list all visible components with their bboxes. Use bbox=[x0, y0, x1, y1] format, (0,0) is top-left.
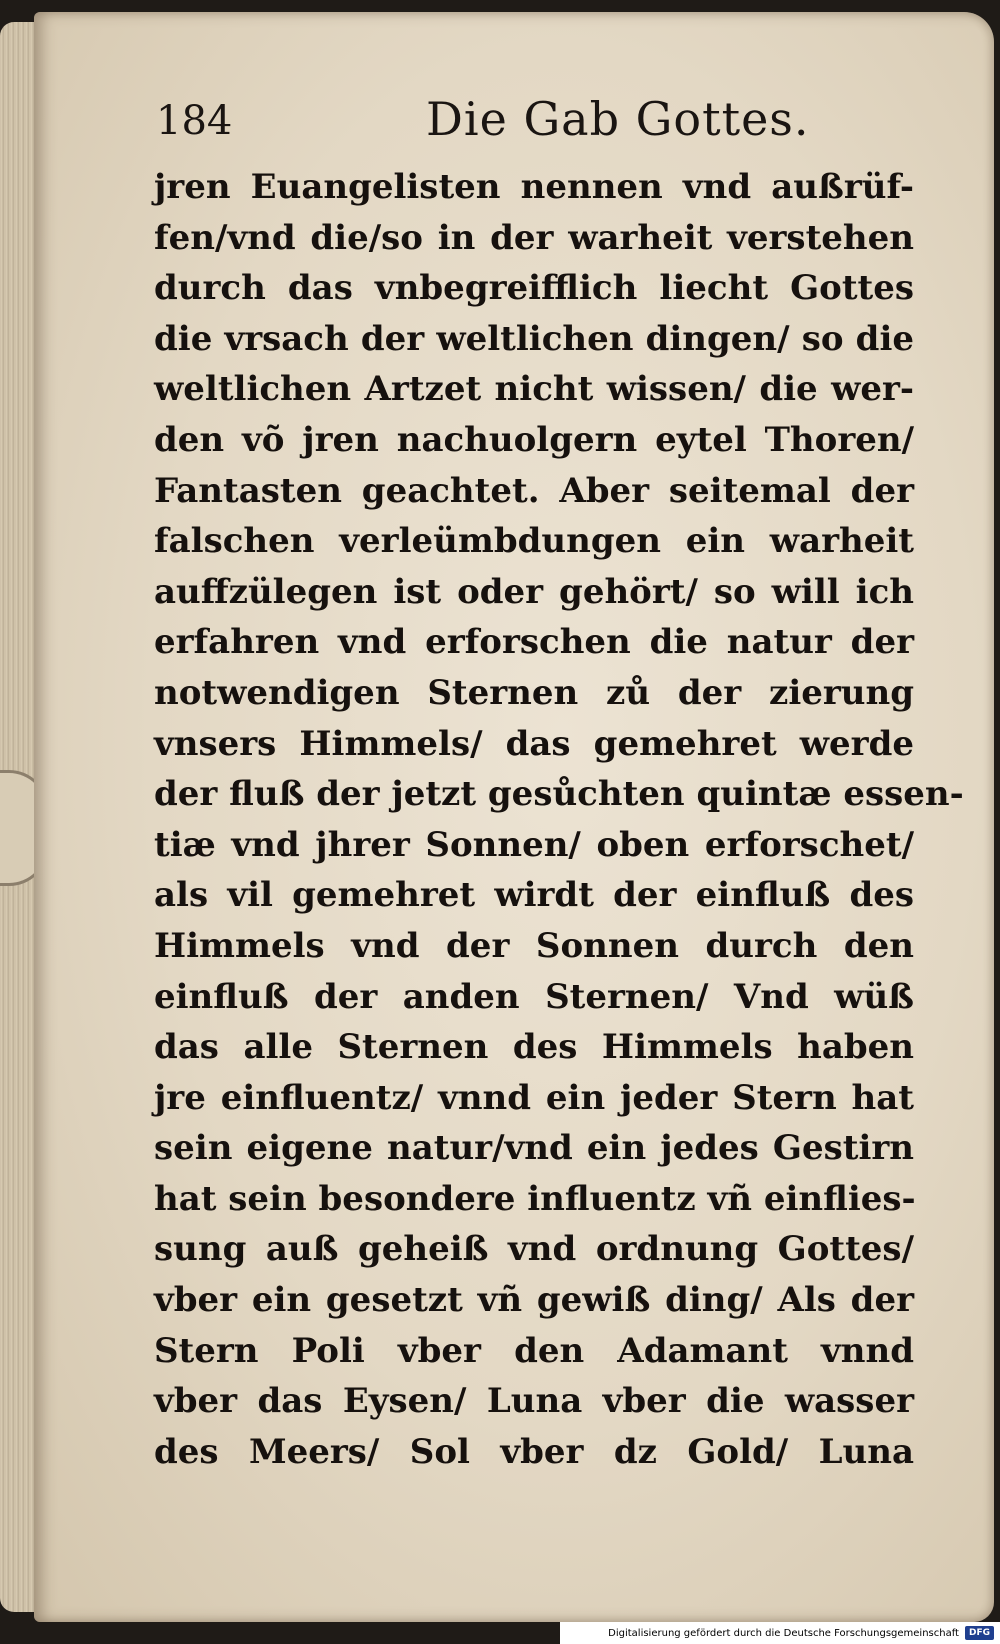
text-line: sein eigene natur/vnd ein jedes Gestirn bbox=[154, 1128, 914, 1169]
text-line: auffzülegen ist oder gehört/ so will ich bbox=[154, 571, 914, 612]
running-head bbox=[156, 92, 916, 152]
text-line: vnsers Himmels/ das gemehret werde bbox=[154, 723, 914, 764]
text-line: weltlichen Artzet nicht wissen/ die wer- bbox=[154, 369, 914, 410]
text-line: als vil gemehret wirdt der einfluß des bbox=[154, 875, 914, 916]
text-line: der fluß der jetzt gesůchten quintæ essen- bbox=[154, 774, 964, 815]
text-line: fen/vnd die/so in der warheit verstehen bbox=[154, 217, 914, 258]
text-line: erfahren vnd erforschen die natur der bbox=[154, 622, 914, 663]
digitization-credit bbox=[560, 1622, 1000, 1644]
text-line: durch das vnbegreifflich liecht Gottes bbox=[154, 268, 914, 309]
book-page bbox=[34, 12, 994, 1622]
body-text bbox=[154, 162, 964, 1477]
text-line: Fantasten geachtet. Aber seitemal der bbox=[154, 470, 914, 511]
text-line: die vrsach der weltlichen dingen/ so die bbox=[154, 318, 914, 359]
text-line: falschen verleümbdungen ein warheit bbox=[154, 521, 914, 562]
text-line: hat sein besondere influentz vñ einflies- bbox=[154, 1178, 916, 1219]
running-title: Die Gab Gottes. bbox=[426, 92, 810, 146]
text-line: notwendigen Sternen zů der zierung bbox=[154, 672, 914, 713]
text-line: Stern Poli vber den Adamant vnnd bbox=[154, 1330, 914, 1371]
text-line: den võ jren nachuolgern eytel Thoren/ bbox=[154, 419, 914, 460]
text-line: einfluß der anden Sternen/ Vnd wüß bbox=[154, 976, 914, 1017]
text-line: jre einfluentz/ vnnd ein jeder Stern hat bbox=[154, 1077, 914, 1118]
text-line: vber ein gesetzt vñ gewiß ding/ Als der bbox=[154, 1280, 914, 1321]
credit-text: Digitalisierung gefördert durch die Deutsche Forschungsgemeinschaft bbox=[608, 1627, 959, 1639]
text-line: das alle Sternen des Himmels haben bbox=[154, 1027, 914, 1068]
text-line: jren Euangelisten nennen vnd außrüf- bbox=[154, 167, 914, 207]
dfg-logo: DFG bbox=[965, 1626, 994, 1640]
text-line: Himmels vnd der Sonnen durch den bbox=[154, 925, 914, 966]
page-number: 184 bbox=[156, 98, 233, 144]
text-line: sung auß geheiß vnd ordnung Gottes/ bbox=[154, 1229, 914, 1270]
text-line: vber das Eysen/ Luna vber die wasser bbox=[154, 1381, 914, 1422]
text-line: des Meers/ Sol vber dz Gold/ Luna bbox=[154, 1431, 914, 1472]
text-line: tiæ vnd jhrer Sonnen/ oben erforschet/ bbox=[154, 824, 914, 865]
